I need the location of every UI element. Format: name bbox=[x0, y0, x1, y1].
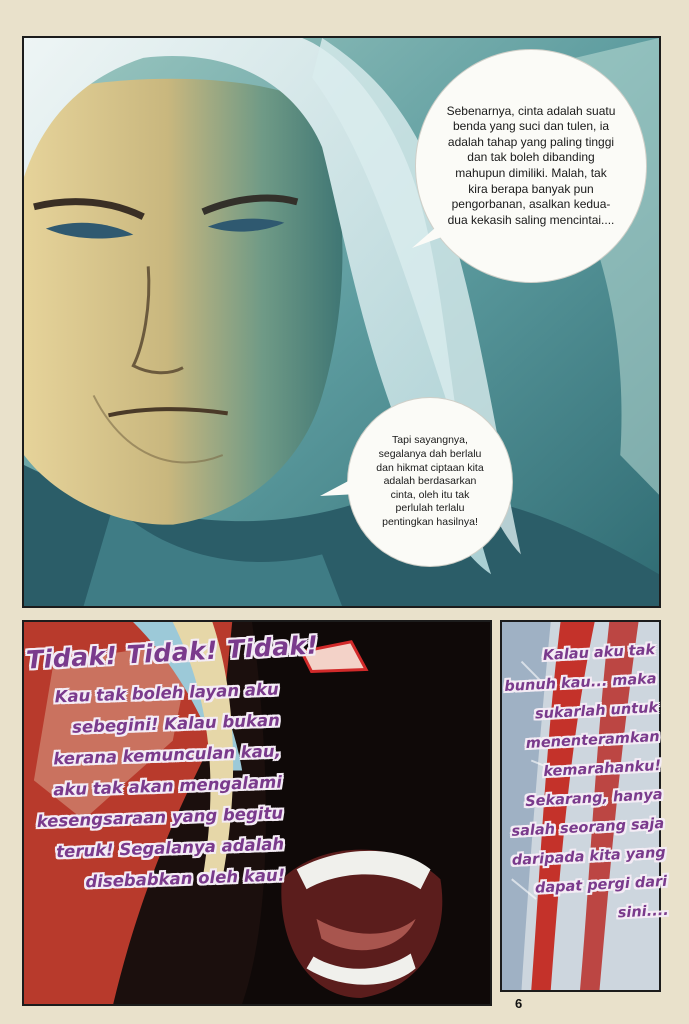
panel-bottom-right bbox=[500, 620, 670, 992]
speech-bubble-tail bbox=[412, 222, 452, 252]
page-number: 6 bbox=[515, 996, 523, 1011]
speech-text-love: Sebenarnya, cinta adalah suatu benda yang suci dan tulen, ia adalah tahap yang paling tinggi dan tak boleh dibanding mahupun dimiliki. Malah, tak kira berapa banyak pun pengorbanan, asalkan kedua-dua kekasih saling mencintai.... bbox=[446, 103, 616, 227]
shout-threat: Kalau aku tak bunuh kau... maka sukarlah untuk menenteramkan kemarahanku! Sekarang, hanya salah seorang saja daripada kita yang dapat pergi dari sini.... bbox=[503, 642, 670, 922]
panel-bottom-left bbox=[22, 620, 492, 1006]
shout-title: Tidak! Tidak! Tidak! bbox=[25, 630, 320, 675]
speech-bubble-regret bbox=[348, 398, 512, 566]
shout-accusation: Kau tak boleh layan aku sebegini! Kalau bukan kerana kemunculan kau, aku tak akan mengalami kesengsaraan yang begitu teruk! Segalanya adalah disebabkan oleh kau! bbox=[36, 679, 286, 892]
panel-top bbox=[22, 36, 661, 608]
speech-bubble-tail bbox=[320, 478, 360, 508]
speech-text-regret: Tapi sayangnya, segalanya dah berlalu dan hikmat ciptaan kita adalah berdasarkan cinta, oleh itu tak perlulah terlalu pentingkan hasilnya! bbox=[376, 434, 484, 529]
